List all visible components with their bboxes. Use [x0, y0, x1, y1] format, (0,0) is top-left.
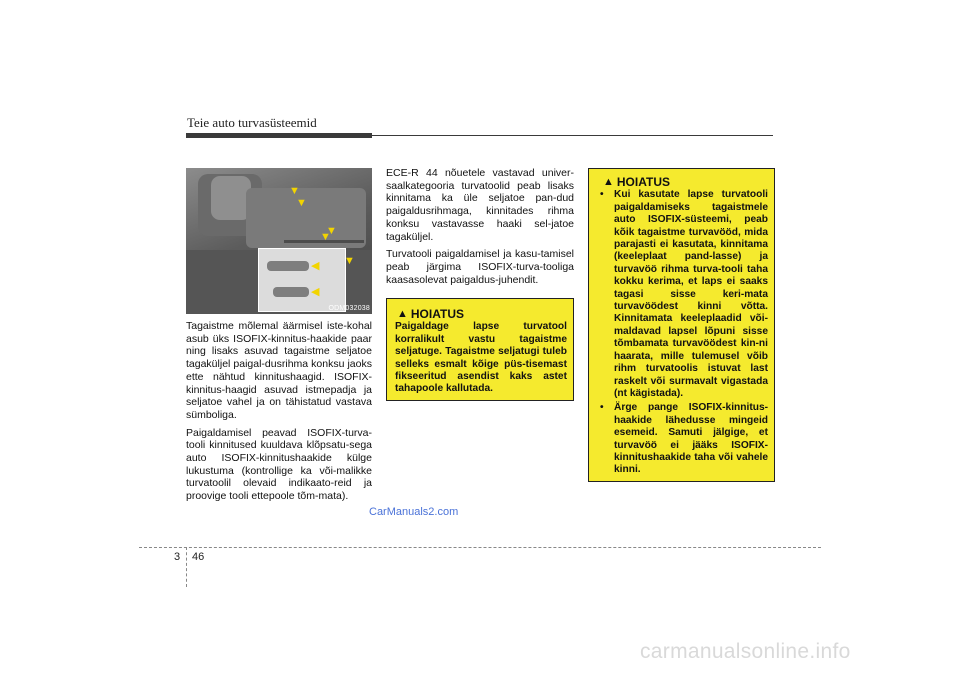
figure-code: ODM032038	[328, 305, 370, 312]
yellow-arrow-icon: ▼	[326, 225, 337, 237]
warning-title	[603, 176, 768, 188]
warning-box-isofix	[588, 168, 775, 482]
warning-title-text: HOIATUS	[410, 307, 464, 321]
footer-rule	[139, 547, 821, 548]
left-text-column	[186, 320, 372, 508]
warning-triangle-icon: ▲	[603, 176, 614, 188]
isofix-seat-photo	[186, 168, 372, 314]
watermark-link[interactable]: CarManuals2.com	[369, 506, 459, 518]
section-title: Teie auto turvasüsteemid	[187, 115, 317, 130]
header-rule-thin	[372, 135, 773, 136]
headrest-shape	[211, 176, 251, 220]
paragraph: Paigaldamisel peavad ISOFIX-turva-tooli kinnitused kuuldava klõpsatu-sega auto ISOFIX-kinnitushaakide külge lukustuma (kontrollige ka või-malikke turvatoolil olevaid indikaato-reid ja proovige tooli ettepoole tõm-mata).	[186, 426, 372, 503]
warning-list-item: • Ärge pange ISOFIX-kinnitus-haakide lähedusse mingeid esemeid. Samuti jälgige, et turvavöö ei jääks ISOFIX-kinnitushaakide taha või vahele kinni.	[597, 402, 768, 476]
middle-text-column	[386, 167, 574, 291]
yellow-arrow-icon: ▼	[289, 185, 300, 197]
yellow-arrow-icon: ◀	[311, 260, 320, 272]
yellow-arrow-icon: ▼	[320, 231, 331, 243]
site-watermark: carmanualsonline.info	[640, 640, 851, 663]
yellow-arrow-icon: ▼	[344, 255, 355, 267]
footer-vertical-rule	[186, 547, 187, 587]
yellow-arrow-icon: ◀	[311, 286, 320, 298]
page-number: 46	[192, 551, 205, 563]
chapter-number: 3	[174, 551, 181, 563]
warning-title	[397, 308, 567, 320]
yellow-arrow-icon: ▼	[296, 197, 307, 209]
warning-triangle-icon: ▲	[397, 308, 408, 320]
paragraph: Turvatooli paigaldamisel ja kasu-tamisel peab järgima ISOFIX-turva-tooliga kaasasolevat paigaldus-juhendit.	[386, 248, 574, 286]
anchor-bar-shape	[267, 261, 309, 271]
isofix-anchor-inset	[258, 248, 346, 312]
warning-title-text: HOIATUS	[616, 175, 670, 189]
paragraph: ECE-R 44 nõuetele vastavad univer-saalkategooria turvatoolid peab lisaks kinnitama ka üle seljatoe pan-dud paigaldusrihmaga, kinnitades rihma konksu vastavasse haaki sel-jatoe tagaküljel.	[386, 167, 574, 243]
warning-box-seatback	[386, 298, 574, 401]
anchor-bar-shape	[273, 287, 309, 297]
warning-list-item: • Kui kasutate lapse turvatooli paigaldamiseks tagaistmele auto ISOFIX-süsteemi, peab kõik tagaistme turvavööd, mida parajasti ei kasutata, kinnitama (keeleplaat pand-lasse) ja turvavöö rihma turva-tooli taha kokku kerima, et laps ei saaks tagasi sisse keri-mata turvavöödest kinni võtta. Kinnitamata keeleplaadid või-maldavad lapsel lõpuni sisse tõmbamata turvavöödest kin-ni haarata, mille tulemusel võib rihm turvatoolis istuvat last raskelt või surmavalt vigastada (nt kägistada).	[597, 189, 768, 400]
paragraph: Tagaistme mõlemal äärmisel iste-kohal asub üks ISOFIX-kinnitus-haakide paar ning lisaks asuvad tagaistme seljatoe tagaküljel paigal-dusrihma konksu jaoks ette nähtud kinnitushaagid. ISOFIX-kinnitus-haagid asuvad istmepadja ja seljatoe vahel ja on tähistatud vastava sümboliga.	[186, 320, 372, 421]
warning-text: Paigaldage lapse turvatool korralikult vastu tagaistme seljatuge. Tagaistme seljatugi tuleb selleks esmalt kõige püs-tisemast fikseeritud asendist kaks astet tahapoole kallutada.	[395, 321, 567, 395]
header-rule-thick	[186, 133, 372, 138]
warning-list	[597, 189, 768, 476]
